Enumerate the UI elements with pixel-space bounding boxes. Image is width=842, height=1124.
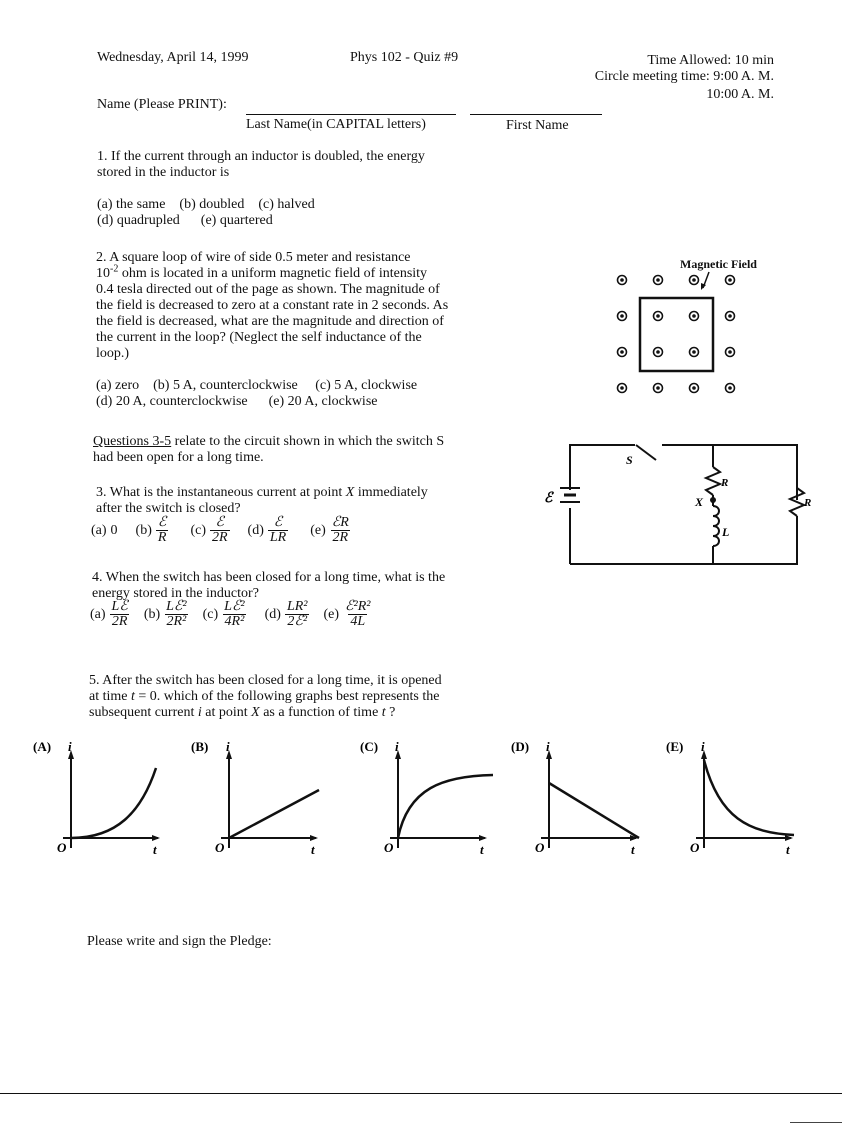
circle-meeting-time: Circle meeting time: 9:00 A. M. <box>594 69 774 84</box>
q4-option <box>144 600 189 629</box>
x-axis-label: t <box>631 842 635 857</box>
q2-options-row1: (a) zero (b) 5 A, counterclockwise (c) 5 A, clockwise <box>96 378 418 393</box>
answer-graphs <box>0 735 842 865</box>
x-axis-arrow <box>310 835 318 841</box>
switch-label: S <box>626 453 633 467</box>
q5-line2-post: = 0. which of the following graphs best represents the <box>134 689 440 704</box>
option-label: (d) <box>264 606 281 622</box>
q2-text-line7: loop.) <box>96 346 130 361</box>
q3-option <box>91 523 118 539</box>
q3-options <box>91 516 361 545</box>
q4-text-line1: 4. When the switch has been closed for a long time, what is the <box>92 570 446 585</box>
q2-text-line2-rest: ohm is located in a uniform magnetic field of intensity <box>118 266 428 281</box>
q2-text-line4: the field is decreased to zero at a constant rate in 2 seconds. As <box>96 298 449 313</box>
q4-text-line2: energy stored in the inductor? <box>92 586 259 601</box>
name-label: Name (Please PRINT): <box>97 97 227 112</box>
numerator: ℰR <box>331 515 349 530</box>
q5-t: t <box>131 689 135 704</box>
field-dot-center <box>656 314 660 318</box>
fraction <box>164 600 188 629</box>
q5-x: X <box>251 705 260 720</box>
quiz-date: Wednesday, April 14, 1999 <box>97 50 249 65</box>
q2-ten: 10 <box>96 266 110 281</box>
last-name-caption: Last Name(in CAPITAL letters) <box>246 117 426 132</box>
inductor-coil <box>713 506 719 546</box>
option-label: (c) <box>202 606 219 622</box>
denominator: 2ℰ² <box>287 614 308 629</box>
question-1 <box>97 149 425 229</box>
x-axis-label: t <box>480 842 484 857</box>
numerator: ℰ <box>273 515 283 530</box>
q4-option <box>203 600 247 629</box>
denominator: 2R <box>211 530 228 545</box>
wire-bottom <box>570 520 797 564</box>
inductor-label: L <box>722 525 730 539</box>
q3-option <box>310 516 351 545</box>
last-name-field[interactable] <box>246 100 456 115</box>
q1-text-line2: stored in the inductor is <box>97 165 230 180</box>
questions-3-5-intro <box>93 434 444 466</box>
graph-label: (D) <box>511 739 530 754</box>
field-dot-center <box>656 386 660 390</box>
field-dot-center <box>620 386 624 390</box>
q5-text-line1: 5. After the switch has been closed for a long time, it is opened <box>89 673 442 688</box>
q3-option <box>248 516 289 545</box>
curve-saturating-rise <box>398 775 493 838</box>
intro-rest: relate to the circuit shown in which the switch S <box>171 434 445 449</box>
numerator: ℰ²R² <box>345 599 371 614</box>
time-allowed: Time Allowed: 10 min <box>647 53 774 68</box>
q3-point-x: X <box>345 485 355 500</box>
curve-exponential-growth <box>71 768 156 838</box>
graph-label: (E) <box>666 739 684 754</box>
q2-options-row2: (d) 20 A, counterclockwise (e) 20 A, clockwise <box>96 394 378 409</box>
y-axis-label: i <box>395 739 399 754</box>
q5-t2: t <box>381 705 386 720</box>
bottom-rule-short <box>790 1122 842 1123</box>
magnetic-field-figure <box>605 268 750 398</box>
intro-underlined: Questions 3-5 <box>93 434 172 449</box>
graph-b <box>191 735 321 860</box>
first-name-caption: First Name <box>506 118 569 133</box>
q4-option <box>324 600 373 629</box>
denominator: 2R <box>111 614 128 629</box>
field-dot-center <box>728 350 732 354</box>
option-label: (b) <box>143 606 161 622</box>
fraction <box>222 600 246 629</box>
q4-option <box>265 600 310 629</box>
bottom-rule <box>0 1093 842 1094</box>
y-axis-label: i <box>701 739 705 754</box>
q2-text-line3: 0.4 tesla directed out of the page as shown. The magnitude of <box>96 282 440 297</box>
option-label: (d) <box>247 522 264 538</box>
q5-line3-pre: subsequent current <box>89 705 198 720</box>
circuit-diagram <box>540 440 810 570</box>
q4-option <box>90 600 130 629</box>
graph-d <box>511 735 641 860</box>
x-axis-arrow <box>479 835 487 841</box>
q5-i: i <box>197 705 202 720</box>
resistor2-label: R <box>804 497 812 509</box>
origin-label: O <box>384 840 394 855</box>
denominator: 4L <box>350 614 366 629</box>
fraction <box>156 516 169 545</box>
fraction <box>268 516 288 545</box>
option-label: (b) <box>135 522 152 538</box>
field-dot-center <box>692 386 696 390</box>
fraction <box>343 600 372 629</box>
curve-linear-increase <box>229 790 319 838</box>
denominator: 4R² <box>224 614 245 629</box>
curve-linear-decrease <box>549 783 639 838</box>
field-dot-center <box>656 350 660 354</box>
fraction <box>110 600 130 629</box>
option-label: (a) <box>91 522 107 538</box>
field-dot-center <box>620 314 624 318</box>
graph-a <box>33 735 163 860</box>
point-x-dot <box>710 497 716 503</box>
x-axis-label: t <box>311 842 315 857</box>
numerator: ℰ <box>215 515 224 530</box>
option-value: 0 <box>110 522 118 538</box>
graph-label: (B) <box>191 739 209 754</box>
denominator: R <box>157 530 167 545</box>
q2-text-line6: the current in the loop? (Neglect the self inductance of the <box>96 330 422 345</box>
origin-label: O <box>57 840 67 855</box>
q2-text-line1: 2. A square loop of wire of side 0.5 meter and resistance <box>96 250 411 265</box>
intro-line2: had been open for a long time. <box>93 450 264 465</box>
origin-label: O <box>690 840 700 855</box>
first-name-field[interactable] <box>470 100 602 115</box>
q2-text-line2 <box>96 263 448 282</box>
numerator: LR² <box>286 599 308 614</box>
option-label: (c) <box>190 522 206 538</box>
field-dot-center <box>692 278 696 282</box>
fraction <box>210 516 230 545</box>
q5-line3-mid: at point <box>201 705 252 720</box>
resistor-middle <box>706 467 720 495</box>
switch-blade <box>636 445 656 460</box>
q4-options <box>90 600 382 629</box>
graph-e <box>666 735 796 860</box>
q3-text-post: immediately <box>354 485 428 500</box>
graph-label: (C) <box>360 739 379 754</box>
option-label: (e) <box>323 606 340 622</box>
question-2 <box>96 250 448 410</box>
field-dot-center <box>728 278 732 282</box>
question-5 <box>89 673 442 721</box>
pledge-prompt: Please write and sign the Pledge: <box>87 934 272 949</box>
course-title: Phys 102 - Quiz #9 <box>350 50 459 65</box>
q2-exponent: -2 <box>110 263 119 275</box>
y-axis-label: i <box>546 739 550 754</box>
option-label: (a) <box>90 606 106 622</box>
q5-line3-post: ? <box>385 705 396 720</box>
numerator: Lℰ² <box>224 599 245 614</box>
graph-label: (A) <box>33 739 52 754</box>
q3-text-line2: after the switch is closed? <box>96 501 241 516</box>
q5-line3-mid2: as a function of time <box>259 705 382 720</box>
wire-loop <box>640 298 713 371</box>
graph-c <box>360 735 490 860</box>
meeting-time-alt: 10:00 A. M. <box>706 87 774 102</box>
q2-text-line5: the field is decreased, what are the magnitude and direction of <box>96 314 444 329</box>
field-dot-center <box>656 278 660 282</box>
option-label: (e) <box>310 522 326 538</box>
x-axis-arrow <box>152 835 160 841</box>
denominator: 2R <box>332 530 349 545</box>
denominator: LR <box>269 530 287 545</box>
numerator: Lℰ² <box>166 599 187 614</box>
y-axis-label: i <box>68 739 72 754</box>
numerator: Lℰ <box>111 599 128 614</box>
q1-options-row1: (a) the same (b) doubled (c) halved <box>97 197 315 212</box>
field-dot-center <box>620 350 624 354</box>
point-x-label: X <box>695 495 704 509</box>
origin-label: O <box>215 840 225 855</box>
field-dot-center <box>692 314 696 318</box>
question-4 <box>92 570 445 602</box>
q3-option <box>190 516 229 545</box>
field-dot-center <box>620 278 624 282</box>
q3-text-pre: 3. What is the instantaneous current at point <box>96 485 346 500</box>
field-dots <box>618 276 735 393</box>
numerator: ℰ <box>157 515 167 530</box>
magnetic-field-label: Magnetic Field <box>680 257 757 271</box>
q5-line2-pre: at time <box>89 689 131 704</box>
fraction <box>285 600 310 629</box>
curve-exponential-decay <box>704 760 794 835</box>
resistor1-label: R <box>721 477 729 489</box>
x-axis-label: t <box>153 842 157 857</box>
emf-label: ℰ <box>544 491 553 506</box>
field-dot-center <box>728 314 732 318</box>
q3-option <box>136 516 169 545</box>
q1-options-row2: (d) quadrupled (e) quartered <box>97 213 273 228</box>
question-3 <box>96 485 428 517</box>
q1-text-line1: 1. If the current through an inductor is doubled, the energy <box>97 149 425 164</box>
fraction <box>330 516 351 545</box>
wire-top-right <box>662 445 797 500</box>
y-axis-label: i <box>226 739 230 754</box>
x-axis-label: t <box>786 842 790 857</box>
field-dot-center <box>692 350 696 354</box>
denominator: 2R² <box>166 614 187 629</box>
origin-label: O <box>535 840 545 855</box>
field-dot-center <box>728 386 732 390</box>
